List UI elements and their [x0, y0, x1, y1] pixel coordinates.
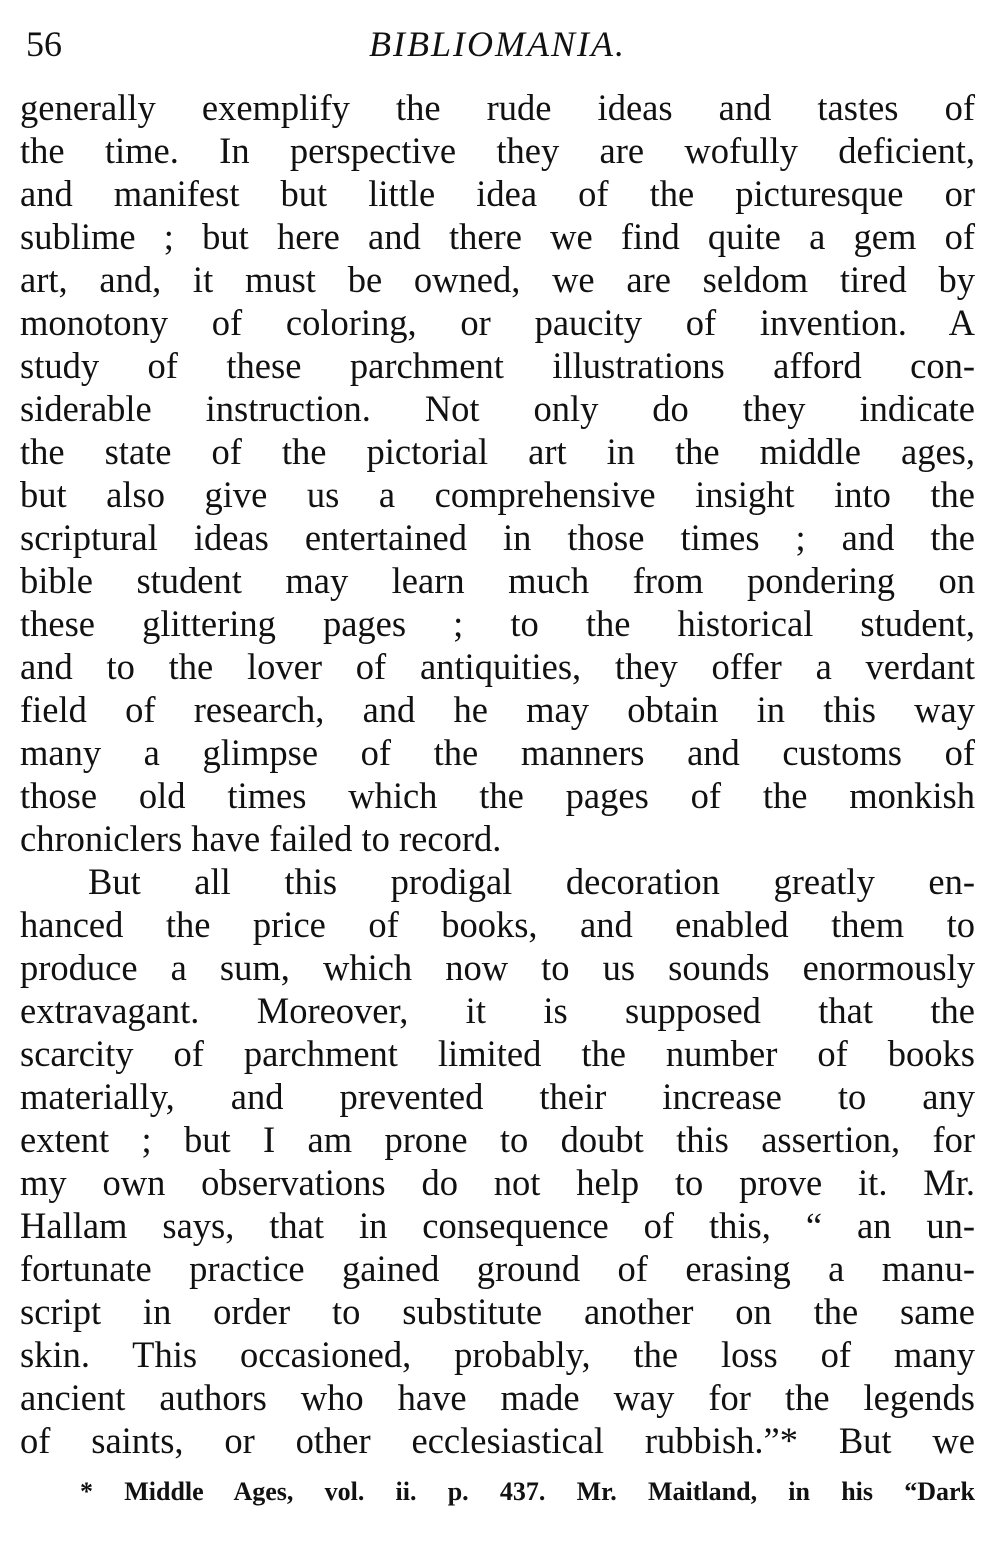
text-line: extravagant. Moreover, it is supposed that the	[20, 990, 975, 1031]
text-line: monotony of coloring, or paucity of invention. A	[20, 302, 975, 343]
text-line: scriptural ideas entertained in those times ; and the	[20, 517, 975, 558]
text-line: and manifest but little idea of the picturesque or	[20, 173, 975, 214]
book-page	[20, 0, 975, 1543]
text-line: my own observations do not help to prove it. Mr.	[20, 1162, 975, 1203]
book-title: BIBLIOMANIA.	[369, 24, 626, 64]
text-line: extent ; but I am prone to doubt this assertion, for	[20, 1119, 975, 1160]
paragraph-end-line: chroniclers have failed to record.	[20, 818, 502, 859]
text-line: art, and, it must be owned, we are seldom tired by	[20, 259, 975, 300]
text-line: Hallam says, that in consequence of this, “ an un-	[20, 1205, 975, 1246]
footnote: * Middle Ages, vol. ii. p. 437. Mr. Maitland, in his “Dark	[80, 1477, 975, 1506]
body-text	[20, 86, 975, 1462]
text-line: and to the lover of antiquities, they offer a verdant	[20, 646, 975, 687]
text-line: skin. This occasioned, probably, the loss of many	[20, 1334, 975, 1375]
text-line: siderable instruction. Not only do they indicate	[20, 388, 975, 429]
text-line: scarcity of parchment limited the number of books	[20, 1033, 975, 1074]
text-line: many a glimpse of the manners and customs of	[20, 732, 975, 773]
text-line: the time. In perspective they are wofully deficient,	[20, 130, 975, 171]
text-line: sublime ; but here and there we find quite a gem of	[20, 216, 975, 257]
text-line: those old times which the pages of the monkish	[20, 775, 975, 816]
text-line: field of research, and he may obtain in this way	[20, 689, 975, 730]
text-line: produce a sum, which now to us sounds enormously	[20, 947, 975, 988]
text-line: fortunate practice gained ground of erasing a manu-	[20, 1248, 975, 1289]
text-line: study of these parchment illustrations afford con-	[20, 345, 975, 386]
text-line: generally exemplify the rude ideas and tastes of	[20, 87, 975, 128]
page-number: 56	[26, 24, 62, 64]
text-line: hanced the price of books, and enabled them to	[20, 904, 975, 945]
text-line: script in order to substitute another on the same	[20, 1291, 975, 1332]
text-line: materially, and prevented their increase to any	[20, 1076, 975, 1117]
text-line: but also give us a comprehensive insight into the	[20, 474, 975, 515]
text-line: bible student may learn much from pondering on	[20, 560, 975, 601]
text-line: ancient authors who have made way for the legends	[20, 1377, 975, 1418]
text-line: the state of the pictorial art in the middle ages,	[20, 431, 975, 472]
paragraph-start-line: But all this prodigal decoration greatly en-	[88, 861, 975, 902]
running-head	[20, 18, 975, 70]
text-line: these glittering pages ; to the historical student,	[20, 603, 975, 644]
text-line: of saints, or other ecclesiastical rubbish.”* But we	[20, 1420, 975, 1461]
